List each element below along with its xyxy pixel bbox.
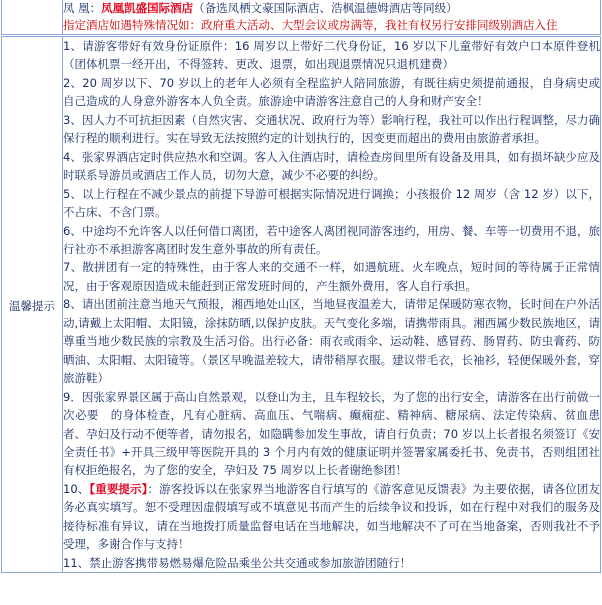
tips-table xyxy=(1,36,601,573)
hotel-table xyxy=(1,0,601,35)
hotel-alternates: （备选凤栖文豪国际酒店、浩枫温德姆酒店等同级） xyxy=(193,1,458,15)
tips-row xyxy=(2,37,601,573)
tip-item: 2、20 周岁以下、70 岁以上的老年人必须有全程监护人陪同旅游，有既往病史须提前通报，自身病史或自己造成的人身意外游客本人负全责。旅游途中请游客注意自己的人身和财产安全！ xyxy=(63,75,600,109)
tip-item: 9．因张家界景区属于高山自然景观，以登山为主，且车程较长，为了您的出行安全，请游客在出行前做一次必要 的身体检查，凡有心脏病、高血压、气喘病、癫痫症、精神病、糖尿病、法定传染病、贫血患者、孕妇及行动不便等者，请勿报名，如隐瞒参加发生事故，请自行负责；70 岁以上长者报名须签订《安全责任书》+开具三级甲等医院开具的 3 个月内有效的健康证明并签署家属委托书、免责书，否则组团社有权拒绝报名，为了您的安全，孕妇及 75 周岁以上长者谢绝参团！ xyxy=(63,389,600,478)
tips-label-cell xyxy=(2,37,63,573)
tip-item: 11、禁止游客携带易燃易爆危险品乘坐公共交通或参加旅游团随行！ xyxy=(63,555,412,570)
hotel-row xyxy=(2,0,601,35)
hotel-info-cell xyxy=(63,0,601,35)
tip-item: 4、张家界酒店定时供应热水和空调。客人入住酒店时，请检查房间里所有设备及用具，如有损坏缺少应及时联系导游员或酒店工作人员，切勿大意，减少不必要的纠纷。 xyxy=(63,149,600,183)
tips-content xyxy=(63,37,601,573)
tip-item: 6、中途均不允许客人以任何借口离团，若中途客人离团视同游客违约，用房、餐、车等一切费用不退，旅行社亦不承担游客离团时发生意外事故的所有责任。 xyxy=(63,223,600,256)
important-notice-tag: 【重要提示】 xyxy=(89,481,148,496)
tip-item: 5、以上行程在不减少景点的前提下导游可根据实际情况进行调换；小孩报价 12 周岁（含 12 岁）以下，不占床、不含门票。 xyxy=(63,186,600,220)
hotel-note: 指定酒店如遇特殊情况如：政府重大活动、大型会议或房满等，我社有权另行安排同级别酒店入住 xyxy=(63,18,558,32)
tip-item-important: 10、【重要提示】：游客投诉以在张家界当地游客自行填写的《游客意见反馈表》为主要依据，请各位团友务必真实填写。恕不受理因虚假填写或不填意见书而产生的后续争议和投诉，如在行程中对我们的服务及接待标准有异议，请在当地拨打质量监督电话在当地解决，如当地解决不了可在当地备案，否则我社不予受理，多谢合作与支持！ xyxy=(63,481,601,552)
hotel-name: 凤凰凯盛国际酒店 xyxy=(101,1,194,15)
tip-item: 7、散拼团有一定的特殊性，由于客人来的交通不一样，如遇航班、火车晚点，短时间的等待属于正常情况，由于客观原因造成未能赶到正常发班时间的，产生额外费用，客人自行承担。 xyxy=(63,260,600,293)
tip-item: 8、请出团前注意当地天气预报，湘西地处山区，当地昼夜温差大，请带足保暖防寒衣物，长时间在户外活动,请戴上太阳帽、太阳镜，涂抹防晒,以保护皮肤。天气变化多端，请携带雨具。湘西属少数民族地区，请尊重当地少数民族的宗教及生活习俗。出行必备：雨衣或雨伞、运动鞋、感冒药、肠胃药、防虫膏药、防晒油、太阳帽、太阳镜等。（景区早晚温差较大，请带稍厚衣服。建议带毛衣，长袖衫，轻便保暖外套，穿旅游鞋） xyxy=(63,297,600,386)
tip-item: 3、因人力不可抗拒因素（自然灾害、交通状况、政府行为等）影响行程，我社可以作出行程调整，尽力确保行程的顺利进行。实在导致无法按照约定的计划执行的，因变更而超出的费用由旅游者承担。 xyxy=(63,112,600,146)
hotel-line xyxy=(63,0,600,17)
tip-item: 1、请游客带好有效身份证原件：16 周岁以上带好二代身份证，16 岁以下儿童带好有效户口本原件登机（团体机票一经开出，不得签转、更改、退票，如出现退票情况只退机建费） xyxy=(63,39,600,72)
hotel-prefix: 凤 凰： xyxy=(63,1,102,15)
tips-label: 温馨提示 xyxy=(9,299,55,314)
hotel-label-cell xyxy=(2,0,63,35)
